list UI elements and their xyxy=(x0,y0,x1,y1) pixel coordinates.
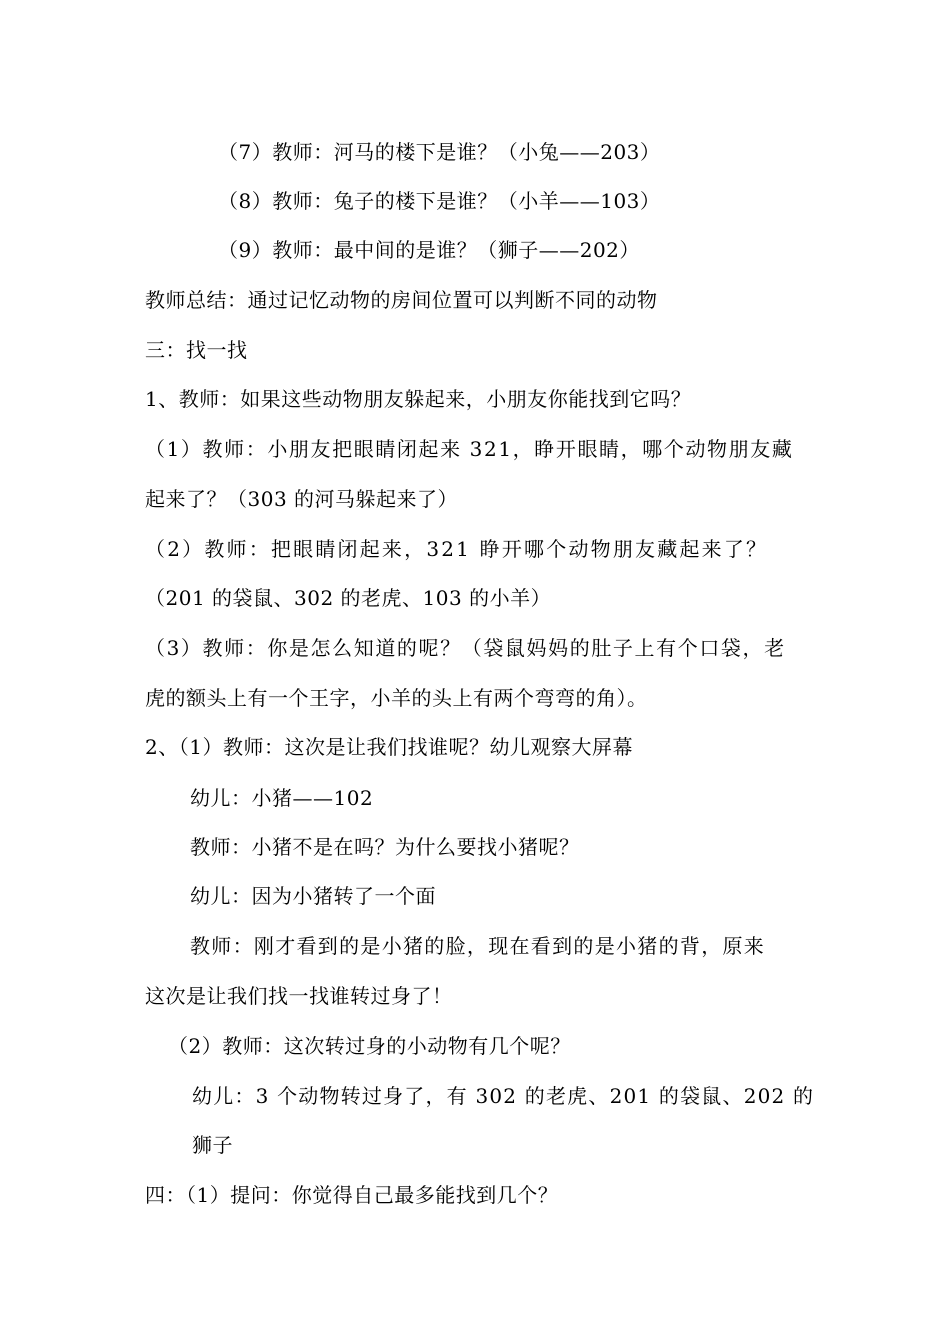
text-line: （201 的袋鼠、302 的老虎、103 的小羊） xyxy=(145,586,552,610)
text-line: （7）教师：河马的楼下是谁？（小兔——203） xyxy=(218,140,661,164)
text-line: 幼儿：因为小猪转了一个面 xyxy=(190,884,436,908)
teacher-summary: 教师总结：通过记忆动物的房间位置可以判断不同的动物 xyxy=(145,288,658,312)
text-line: （2）教师：这次转过身的小动物有几个呢？ xyxy=(168,1034,571,1058)
text-line: 狮子 xyxy=(192,1133,233,1157)
text-line: 教师：小猪不是在吗？为什么要找小猪呢？ xyxy=(190,835,580,859)
text-line: 幼儿：小猪——102 xyxy=(190,786,374,810)
text-line: 虎的额头上有一个王字，小羊的头上有两个弯弯的角）。 xyxy=(145,686,648,710)
text-line: （2）教师：把眼睛闭起来，321 睁开哪个动物朋友藏起来了？ xyxy=(145,537,769,561)
text-line: 这次是让我们找一找谁转过身了！ xyxy=(145,984,453,1008)
text-line: 幼儿：3 个动物转过身了，有 302 的老虎、201 的袋鼠、202 的 xyxy=(192,1084,815,1108)
text-line: （3）教师：你是怎么知道的呢？（袋鼠妈妈的肚子上有个口袋，老 xyxy=(145,636,786,660)
text-line: 起来了？（303 的河马躲起来了） xyxy=(145,487,459,511)
text-line: 1、教师：如果这些动物朋友躲起来，小朋友你能找到它吗？ xyxy=(145,387,692,411)
text-line: （8）教师：兔子的楼下是谁？（小羊——103） xyxy=(218,189,661,213)
text-line: （9）教师：最中间的是谁？（狮子——202） xyxy=(218,238,640,262)
text-line: （1）教师：小朋友把眼睛闭起来 321，睁开眼睛，哪个动物朋友藏 xyxy=(145,437,794,461)
section-heading: 四：（1）提问：你觉得自己最多能找到几个？ xyxy=(145,1183,559,1207)
section-heading: 三：找一找 xyxy=(145,338,248,362)
text-line: 教师：刚才看到的是小猪的脸，现在看到的是小猪的背，原来 xyxy=(190,934,766,958)
text-line: 2、（1）教师：这次是让我们找谁呢？幼儿观察大屏幕 xyxy=(145,735,633,759)
